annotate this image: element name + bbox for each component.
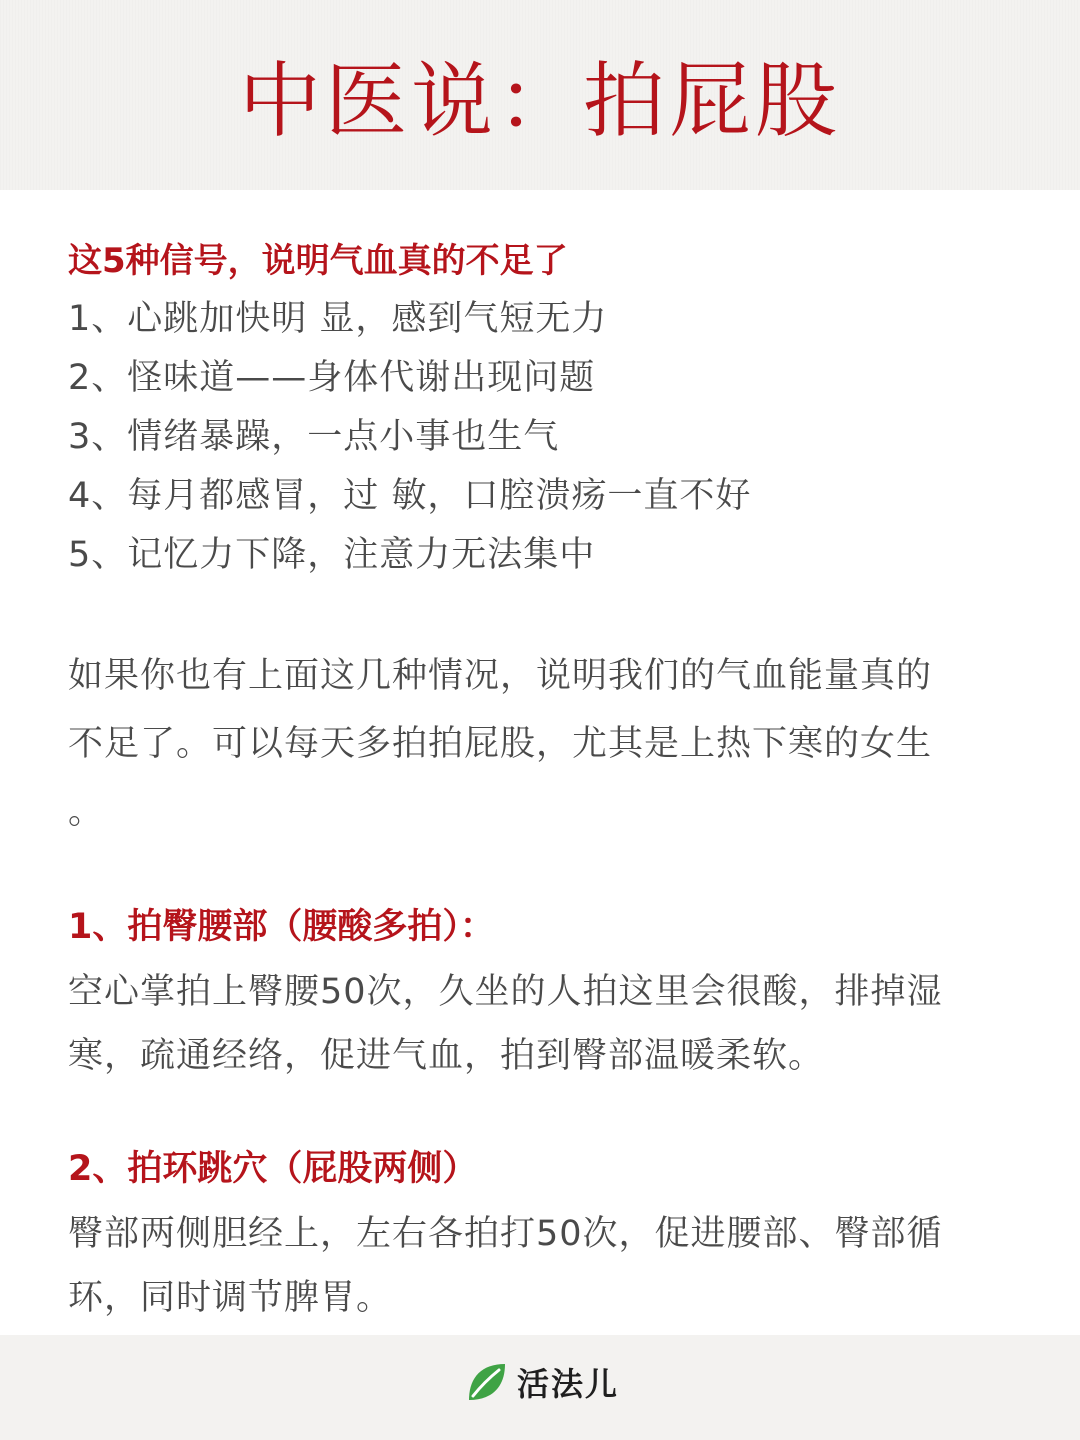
intro-line: 。	[68, 792, 105, 832]
article-body	[68, 232, 1018, 1330]
signal-item: 1、心跳加快明 显，感到气短无力	[68, 299, 608, 339]
brand	[465, 1357, 619, 1407]
signals-heading: 这5种信号，说明气血真的不足了	[68, 241, 568, 281]
method-line: 寒，疏通经络，促进气血，拍到臀部温暖柔软。	[68, 1036, 825, 1076]
signal-item: 3、情绪暴躁，一点小事也生气	[68, 417, 560, 457]
page-title: 中医说：拍屁股	[238, 54, 841, 149]
method-heading: 1、拍臀腰部（腰酸多拍）：	[68, 907, 495, 947]
method-line: 臀部两侧胆经上，左右各拍打50次，促进腰部、臀部循	[68, 1214, 943, 1254]
signal-item: 4、每月都感冒，过 敏，口腔溃疡一直不好	[68, 476, 752, 516]
intro-line: 不足了。可以每天多拍拍屁股，尤其是上热下寒的女生	[68, 724, 933, 764]
signal-item: 5、记忆力下降，注意力无法集中	[68, 535, 596, 575]
brand-name: 活法儿	[517, 1365, 620, 1403]
leaf-icon	[465, 1360, 509, 1404]
method-line: 空心掌拍上臀腰50次，久坐的人拍这里会很酸，排掉湿	[68, 972, 943, 1012]
method-line: 环，同时调节脾胃。	[68, 1278, 393, 1318]
method-heading: 2、拍环跳穴（屁股两侧）	[68, 1149, 478, 1189]
signal-item: 2、怪味道——身体代谢出现问题	[68, 358, 596, 398]
intro-line: 如果你也有上面这几种情况，说明我们的气血能量真的	[68, 656, 933, 696]
